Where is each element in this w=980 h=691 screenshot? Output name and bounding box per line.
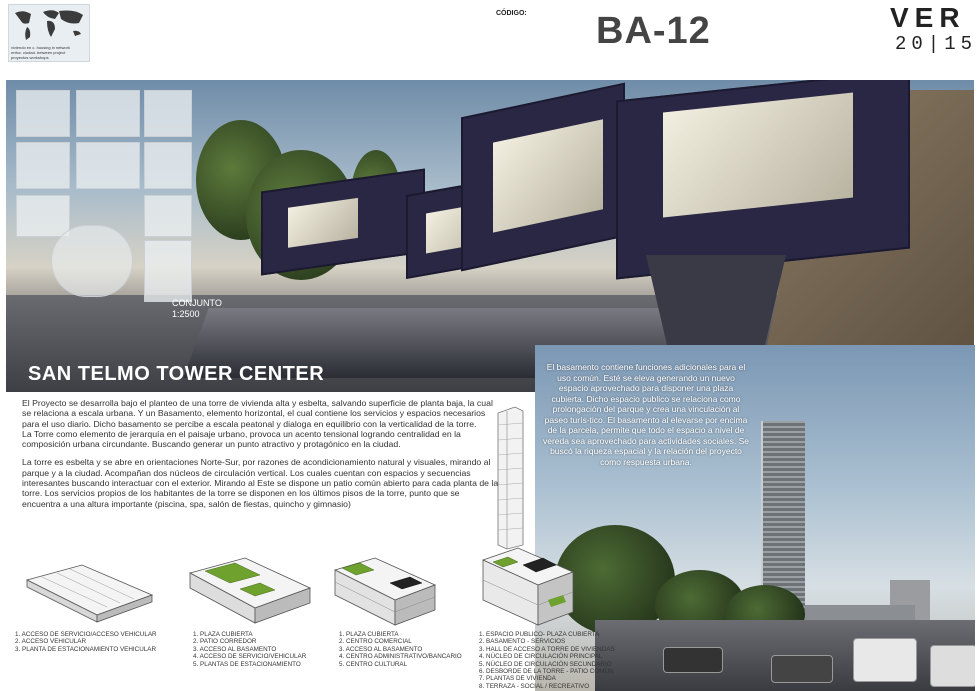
floor-plan [144, 240, 192, 302]
legend-item: 3. ACCESO AL BASAMENTO [193, 645, 277, 653]
legend-item: 5. CENTRO CULTURAL [339, 660, 408, 668]
legend-item: 2. ACCESO VEHICULAR [15, 638, 87, 646]
iso-diagram-2 [185, 553, 315, 628]
legend-item: 2. PATIO CORREDOR [193, 638, 257, 646]
world-map-icon [9, 5, 89, 45]
floor-plan [144, 195, 192, 237]
floor-plan [16, 195, 70, 237]
legend-diagram-2 [193, 631, 306, 668]
iso-diagram-1 [22, 560, 157, 625]
floor-plan [76, 142, 140, 189]
legend-item: 1. ACCESO DE SERVICIO/ACCESO VEHICULAR [15, 631, 157, 638]
legend-diagram-1 [15, 631, 157, 653]
codigo-label: CÓDIGO: [496, 10, 527, 17]
ver-year: 20|15 [895, 33, 978, 55]
photo-van [853, 638, 917, 682]
building-window [493, 119, 603, 232]
legend-item: 2. CENTRO COMERCIAL [339, 638, 412, 646]
legend-item: 4. CENTRO ADMINISTRATIVO/BANCARIO [339, 653, 462, 661]
legend-item: 2. BASAMENTO - SERVICIOS [479, 638, 566, 646]
legend-diagram-4 [479, 631, 615, 690]
legend-item: 7. PLANTAS DE VIVIENDA [479, 675, 556, 683]
photo-car [663, 647, 723, 673]
tower-axonometric [493, 405, 533, 550]
project-description [22, 398, 500, 517]
project-code: BA-12 [596, 10, 711, 52]
legend-item: 8. TERRAZA - SOCIAL / RECREATIVO [479, 682, 590, 690]
photo-car [771, 655, 833, 683]
floor-plan [76, 90, 140, 137]
conjunto-caption: CONJUNTO 1:2500 [172, 298, 222, 319]
description-paragraph: La torre es esbelta y se abre en orientaciones Norte-Sur, por razones de acondicionamiento natural y visuales, mirando al parque y a la ciudad. Acompañan dos núcleos de circulación vertical. Los cuales cuentan con espacios y secuencias interesantes buscando interactuar con el exterior. Mirando al Este se dispone un patio común abierto para cada planta de la torre. Los servicios propios de los habitantes de la torre se disponen en los últimos pisos de la torre, punto que se encuentra a una altura importante (piscina, spa, salón de fiestas, quincho y gimnasio) [22, 457, 499, 509]
ver-logo: VER [890, 2, 966, 33]
legend-item: 1. PLAZA CUBIERTA [193, 631, 253, 638]
photo-car [930, 645, 975, 687]
iso-diagram-4 [478, 540, 578, 630]
floor-plan [144, 90, 192, 137]
project-title: SAN TELMO TOWER CENTER [28, 363, 325, 385]
building-volume [616, 80, 910, 279]
building-pylon [646, 255, 786, 345]
legend-item: 4. ACCESO DE SERVICIO/VEHICULAR [193, 653, 307, 661]
description-paragraph: El Proyecto se desarrolla bajo el planteo de una torre de vivienda alta y esbelta, salvando superficie de planta baja, la cual se relaciona a escala urbana. Y un Basamento, elemento horizontal, el cual contiene los servicios y espacios necesarios para el uso diario. Dicho basamento se percibe a escala peatonal y dialoga en equilibrio con la verticalidad de la torre. La Torre como elemento de jerarquía en el paisaje urbano, provoca un acento tensional logrando centralidad en la composición urbana circundante. Buscando generar un punto atractivo y protagónico en la ciudad. [22, 398, 493, 450]
iso-diagram-3 [330, 555, 440, 630]
legend-item: 4. NÚCLEO DE CIRCULACIÓN PRINCIPAL [479, 653, 603, 661]
floor-plans-overlay [16, 90, 201, 305]
basamento-text: El basamento contiene funciones adicionales para el uso común. Esté se eleva generando un nuevo espacio aprovechado para disponer una plaza cubierta. Dicho espacio publico se relaciona como prolongación del parque y crea una vinculación al paseo turís-tico. El basamento al elevarse por encima de la parcela, permite que todo el espacio a nivel de vereda sea aprovechado para actividades sociales. Se buscó la riqueza espacial y la relación del proyecto como respuesta urbana. [542, 362, 750, 467]
site-plan [51, 225, 133, 297]
legend-item: 6. DESBORDE DE LA TORRE - PATIO COMÚN [479, 668, 614, 676]
legend-item: 1. ESPACIO PUBLICO- PLAZA CUBIERTA [479, 631, 600, 638]
logo-caption: viviendo en c. housing in network enfoc. ciudad. between project proyectos workshops [11, 45, 70, 60]
legend-item: 3. PLANTA DE ESTACIONAMIENTO VEHICULAR [15, 645, 157, 653]
floor-plan [16, 90, 70, 137]
world-map-logo [8, 4, 90, 62]
floor-plan [144, 142, 192, 189]
legend-item: 1. PLAZA CUBIERTA [339, 631, 399, 638]
floor-plan [16, 142, 70, 189]
legend-item: 5. PLANTAS DE ESTACIONAMIENTO [193, 660, 301, 668]
building-window [288, 198, 358, 248]
legend-item: 3. HALL DE ACCESO A TORRE DE VIVIENDAS [479, 645, 615, 653]
legend-diagram-3 [339, 631, 462, 668]
building-window [663, 93, 853, 218]
legend-item: 3. ACCESO AL BASAMENTO [339, 645, 423, 653]
legend-item: 5. NÚCLEO DE CIRCULACIÓN SECUNDARIO [479, 660, 612, 668]
